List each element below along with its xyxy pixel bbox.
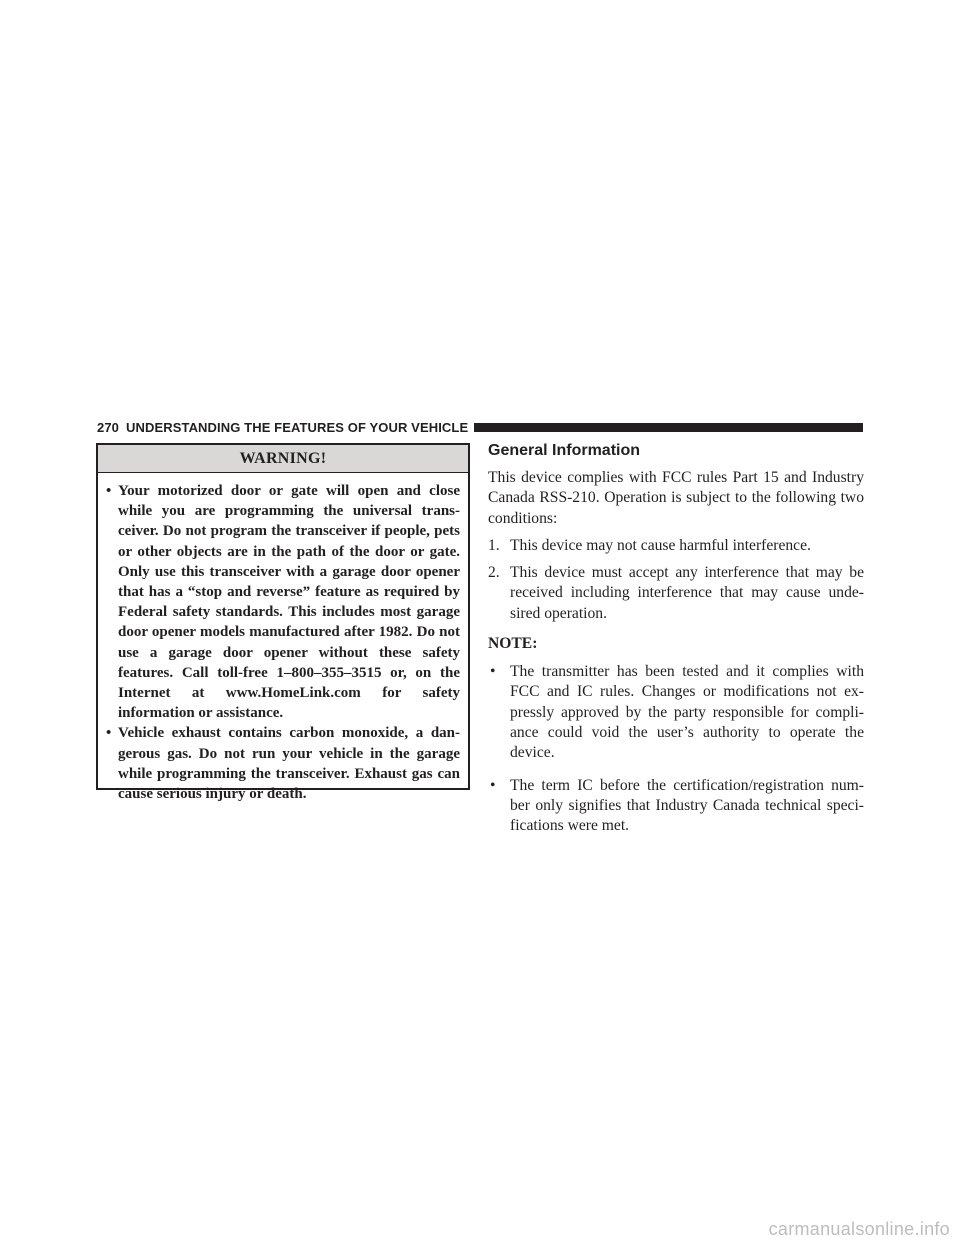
condition-text: This device may not cause harmful interference. xyxy=(510,536,811,554)
bullet-icon: • xyxy=(106,483,112,499)
condition-number: 1. xyxy=(488,536,500,554)
warning-item-text: Your motorized door or gate will open and close while you are programming the universal trans-ceiver. Do not program the transceiver if people, pets or other objects are in the path of the door or gate. Only use this transceiver with a garage door opener that has a “stop and reverse” feature as required by Federal safety standards. This includes most garage door opener models manufactured after 1982. Do not use a garage door opener without these safety features. Call toll-free 1–800–355–3515 or, on the Internet at www.HomeLink.com for safety information or assistance. xyxy=(118,483,460,722)
warning-body xyxy=(98,473,468,804)
warning-item xyxy=(106,723,460,804)
bullet-icon: • xyxy=(106,725,112,742)
section-title: UNDERSTANDING THE FEATURES OF YOUR VEHICLE xyxy=(126,419,469,435)
note-item xyxy=(488,776,864,837)
section-heading: General Information xyxy=(488,442,641,459)
warning-item xyxy=(106,481,460,723)
bullet-icon: • xyxy=(490,663,496,681)
header-rule xyxy=(474,423,863,432)
header-text xyxy=(97,420,474,435)
condition-item xyxy=(488,536,864,556)
note-text: The transmitter has been tested and it complies with FCC and IC rules. Changes or modifications not ex-pressly approved by the party responsible for compli-ance could void the user’s authority to operate the device. xyxy=(510,663,864,762)
page-number: 270 xyxy=(97,419,119,435)
condition-item xyxy=(488,563,864,624)
bullet-icon: • xyxy=(490,776,496,794)
intro-paragraph: This device complies with FCC rules Part 15 and Industry Canada RSS-210. Operation is subject to the following two conditions: xyxy=(488,469,864,527)
page-header xyxy=(97,417,863,437)
note-text: The term IC before the certification/registration num-ber only signifies that Industry Canada technical speci-fications were met. xyxy=(510,776,864,835)
note-item xyxy=(488,662,864,763)
general-information-section xyxy=(488,440,864,848)
watermark: carmanualsonline.info xyxy=(768,1219,950,1239)
warning-box xyxy=(96,443,470,803)
note-label: NOTE: xyxy=(488,635,538,653)
condition-number: 2. xyxy=(488,564,500,582)
warning-title: WARNING! xyxy=(98,445,468,473)
condition-text: This device must accept any interference that may be received including interference that may cause unde-sired operation. xyxy=(510,564,864,622)
conditions-list xyxy=(488,536,864,624)
warning-item-text: Vehicle exhaust contains carbon monoxide, a dan-gerous gas. Do not run your vehicle in the garage while programming the transceiver. Exhaust gas can cause serious injury or death. xyxy=(118,725,460,803)
